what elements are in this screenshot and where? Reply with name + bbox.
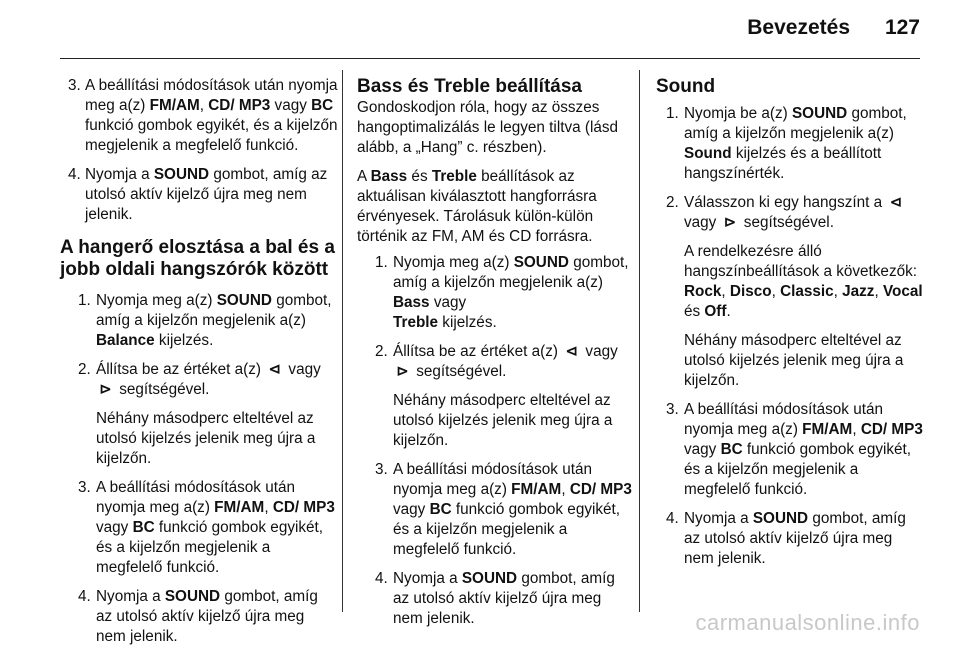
arrow-right-icon: ⊳ bbox=[396, 363, 409, 380]
section-heading-balance: A hangerő elosztása a bal és a jobb oldali hangszórók között bbox=[60, 237, 335, 280]
column-divider-2 bbox=[639, 70, 640, 612]
list-item: 4. Nyomja a SOUND gombot, amíg az utolsó aktív kijelző újra meg nem jelenik. bbox=[68, 166, 328, 223]
list-item: 2. Állítsa be az értéket a(z) ⊲ vagy ⊳ segítségével. Néhány másodperc elteltével az utolsó kijelzés jelenik meg újra a kijelzőn. bbox=[367, 342, 634, 451]
column-divider-1 bbox=[342, 70, 343, 612]
list-item: 3. A beállítási módosítások után nyomja meg a(z) FM/AM, CD/ MP3 vagy BC funkció gombok egyikét, és a kijelzőn megjelenik a megfelelő funkció. bbox=[68, 77, 338, 154]
page-number: 127 bbox=[884, 16, 920, 39]
arrow-right-icon: ⊳ bbox=[723, 214, 737, 231]
section-heading-sound: Sound bbox=[656, 76, 716, 97]
arrow-right-icon: ⊳ bbox=[99, 381, 112, 398]
watermark-text: carmanualsonline.info bbox=[695, 610, 920, 635]
options-text: A rendelkezésre álló hangszínbeállítások a következők: Rock, Disco, Classic, Jazz, Vocal és Off. bbox=[684, 243, 923, 320]
list-item: 1. Nyomja meg a(z) SOUND gombot, amíg a kijelzőn megjelenik a(z) Bass vagy Treble kijelzés. bbox=[375, 254, 629, 331]
page-header bbox=[0, 0, 960, 60]
list-item: 1. Nyomja meg a(z) SOUND gombot, amíg a kijelzőn megjelenik a(z) Balance kijelzés. bbox=[78, 292, 332, 349]
list-item: 2. Válasszon ki egy hangszínt a ⊲ vagy ⊳ segítségével. A rendelkezésre álló hangszínbeállítások a következők: Rock, Disco, Classic, Jazz, Vocal és Off. Néhány másodperc elteltével az utolsó kijelzés jelenik meg újra a kijelzőn. bbox=[666, 194, 923, 389]
paragraph: A Bass és Treble beállítások az aktuálisan kiválasztott hangforrásra érvényesek. Tárolásuk külön-külön történik az FM, AM és CD forrásra. bbox=[357, 168, 597, 245]
balance-steps bbox=[70, 291, 338, 647]
column-1 bbox=[60, 76, 338, 656]
list-item: 4. Nyomja a SOUND gombot, amíg az utolsó aktív kijelző újra meg nem jelenik. bbox=[666, 510, 906, 567]
sound-steps bbox=[658, 104, 924, 569]
section-heading-bass-treble: Bass és Treble beállítása bbox=[357, 76, 582, 97]
arrow-left-icon: ⊲ bbox=[268, 361, 282, 378]
bass-treble-steps bbox=[367, 253, 634, 629]
list-item: 2. Állítsa be az értéket a(z) ⊲ vagy ⊳ segítségével. Néhány másodperc elteltével az utolsó kijelzés jelenik meg újra a kijelzőn. bbox=[70, 360, 338, 469]
header-rule bbox=[60, 58, 920, 59]
list-item: 3. A beállítási módosítások után nyomja meg a(z) FM/AM, CD/ MP3 vagy BC funkció gombok egyikét, és a kijelzőn megjelenik a megfelelő funkció. bbox=[666, 401, 923, 498]
page-title: Bevezetés bbox=[747, 16, 850, 39]
column-3 bbox=[656, 76, 924, 578]
note-text: Néhány másodperc elteltével az utolsó kijelzés jelenik meg újra a kijelzőn. bbox=[684, 332, 904, 389]
note-text: Néhány másodperc elteltével az utolsó kijelzés jelenik meg újra a kijelzőn. bbox=[393, 392, 613, 449]
list-continued bbox=[60, 76, 338, 225]
list-item: 4. Nyomja a SOUND gombot, amíg az utolsó aktív kijelző újra meg nem jelenik. bbox=[78, 588, 318, 645]
arrow-left-icon: ⊲ bbox=[565, 343, 579, 360]
list-item: 3. A beállítási módosítások után nyomja meg a(z) FM/AM, CD/ MP3 vagy BC funkció gombok egyikét, és a kijelzőn megjelenik a megfelelő funkció. bbox=[78, 479, 335, 576]
list-item: 1. Nyomja be a(z) SOUND gombot, amíg a kijelzőn megjelenik a(z) Sound kijelzés és a beállított hangszínérték. bbox=[666, 105, 907, 182]
list-item: 3. A beállítási módosítások után nyomja meg a(z) FM/AM, CD/ MP3 vagy BC funkció gombok egyikét, és a kijelzőn megjelenik a megfelelő funkció. bbox=[375, 461, 632, 558]
list-item: 4. Nyomja a SOUND gombot, amíg az utolsó aktív kijelző újra meg nem jelenik. bbox=[375, 570, 615, 627]
column-2 bbox=[357, 76, 634, 638]
arrow-left-icon: ⊲ bbox=[889, 194, 903, 211]
note-text: Néhány másodperc elteltével az utolsó kijelzés jelenik meg újra a kijelzőn. bbox=[96, 410, 316, 467]
intro-text: Gondoskodjon róla, hogy az összes hangoptimalizálás le legyen tiltva (lásd alább, a „Hang” c. részben). bbox=[357, 99, 619, 156]
